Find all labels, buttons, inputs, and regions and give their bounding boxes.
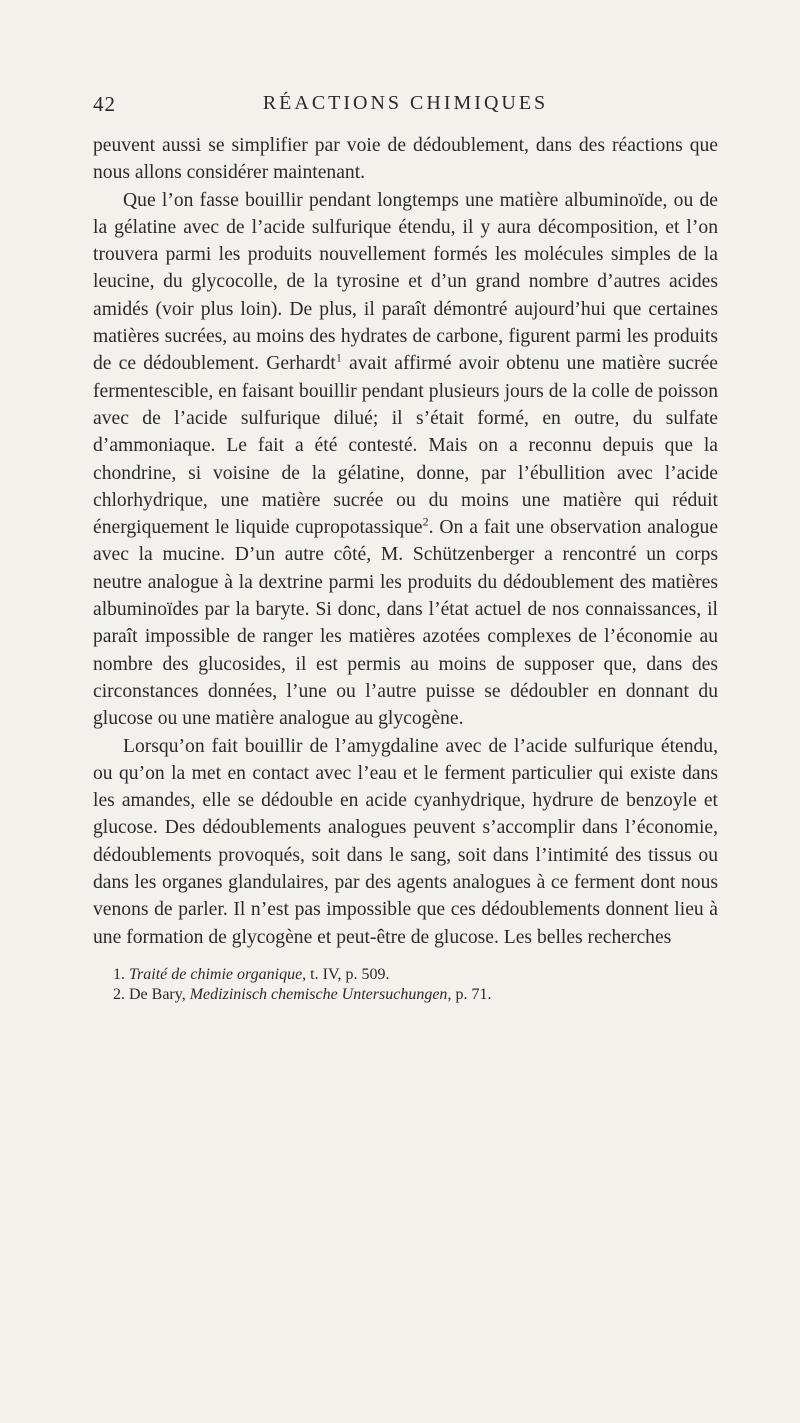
paragraph: [93, 187, 718, 733]
text-segment: . On a fait une observation analogue avec la mucine. D’un autre côté, M. Schützenberger a rencontré un corps neutre analogue à la dextrine parmi les produits du dédoublement des matières albuminoïdes par la baryte. Si donc, dans l’état actuel de nos connaissances, il paraît impossible de ranger les matières azotées complexes de l’économie au nombre des glucosides, il est permis au moins de supposer que, dans des circonstances données, l’une ou l’autre puisse se dédoubler en donnant du glucose ou une matière analogue au glycogène.: [93, 517, 719, 730]
footnote-ref: 2: [422, 514, 429, 529]
footnote-rest: , p. 71.: [447, 985, 492, 1003]
footnote-rest: , t. IV, p. 509.: [302, 965, 390, 983]
running-title: RÉACTIONS CHIMIQUES: [262, 92, 549, 114]
text-segment: peuvent aussi se simplifier par voie de dédoublement, dans des réactions que nous allons considérer maintenant.: [93, 135, 718, 184]
footnote-title: Traité de chimie organique: [129, 965, 303, 983]
text-segment: avait affirmé avoir obtenu une matière sucrée fermentescible, en faisant bouillir pendant plusieurs jours de la colle de poisson avec de l’acide sulfurique dilué; il s’était formé, en outre, du sulfate d’ammoniaque. Le fait a été contesté. Mais on a reconnu depuis que la chondrine, si voisine de la gélatine, donne, par l’ébullition avec l’acide chlorhydrique, une matière sucrée ou du moins une matière qui réduit énergiquement le liquide cupropotassique: [93, 353, 718, 539]
paragraph: [93, 733, 718, 951]
text-segment: Lorsqu’on fait bouillir de l’amygdaline avec de l’acide sulfurique étendu, ou qu’on la met en contact avec l’eau et le ferment particulier qui existe dans les amandes, elle se dédouble en acide cyanhydrique, hydrure de benzoyle et glucose. Des dédoublements analogues peuvent s’accomplir dans l’économie, dédoublements provoqués, soit dans le sang, soit dans l’intimité des tissus ou dans les organes glandulaires, par des agents analogues à ce ferment dont nous venons de parler. Il n’est pas impossible que ces dédoublements donnent lieu à une formation de glycogène et peut-être de glucose. Les belles recherches: [93, 735, 718, 948]
footnote-ref: 1: [335, 350, 342, 365]
footnote-author: De Bary,: [129, 985, 190, 1003]
page-number: 42: [93, 92, 116, 116]
book-page: [93, 92, 718, 1005]
footnotes: [93, 965, 718, 1005]
footnote: [113, 965, 718, 985]
text-segment: Que l’on fasse bouillir pendant longtemps une matière albuminoïde, ou de la gélatine avec de l’acide sulfurique étendu, il y aura décomposition, et l’on trouvera parmi les produits nouvellement formés les molécules simples de la leucine, du glycocolle, de la tyrosine et d’un grand nombre d’autres acides amidés (voir plus loin). De plus, il paraît démontré aujourd’hui que certaines matières sucrées, au moins des hydrates de carbone, figurent parmi les produits de ce dédoublement. Gerhardt: [93, 189, 718, 375]
paragraph: [93, 132, 718, 187]
footnote-title: Medizinisch chemische Untersuchungen: [189, 985, 448, 1003]
running-head: [93, 92, 718, 122]
body-text: [93, 132, 718, 951]
footnote: [113, 985, 718, 1005]
footnote-number: 2.: [113, 985, 125, 1003]
footnote-number: 1.: [113, 965, 125, 983]
